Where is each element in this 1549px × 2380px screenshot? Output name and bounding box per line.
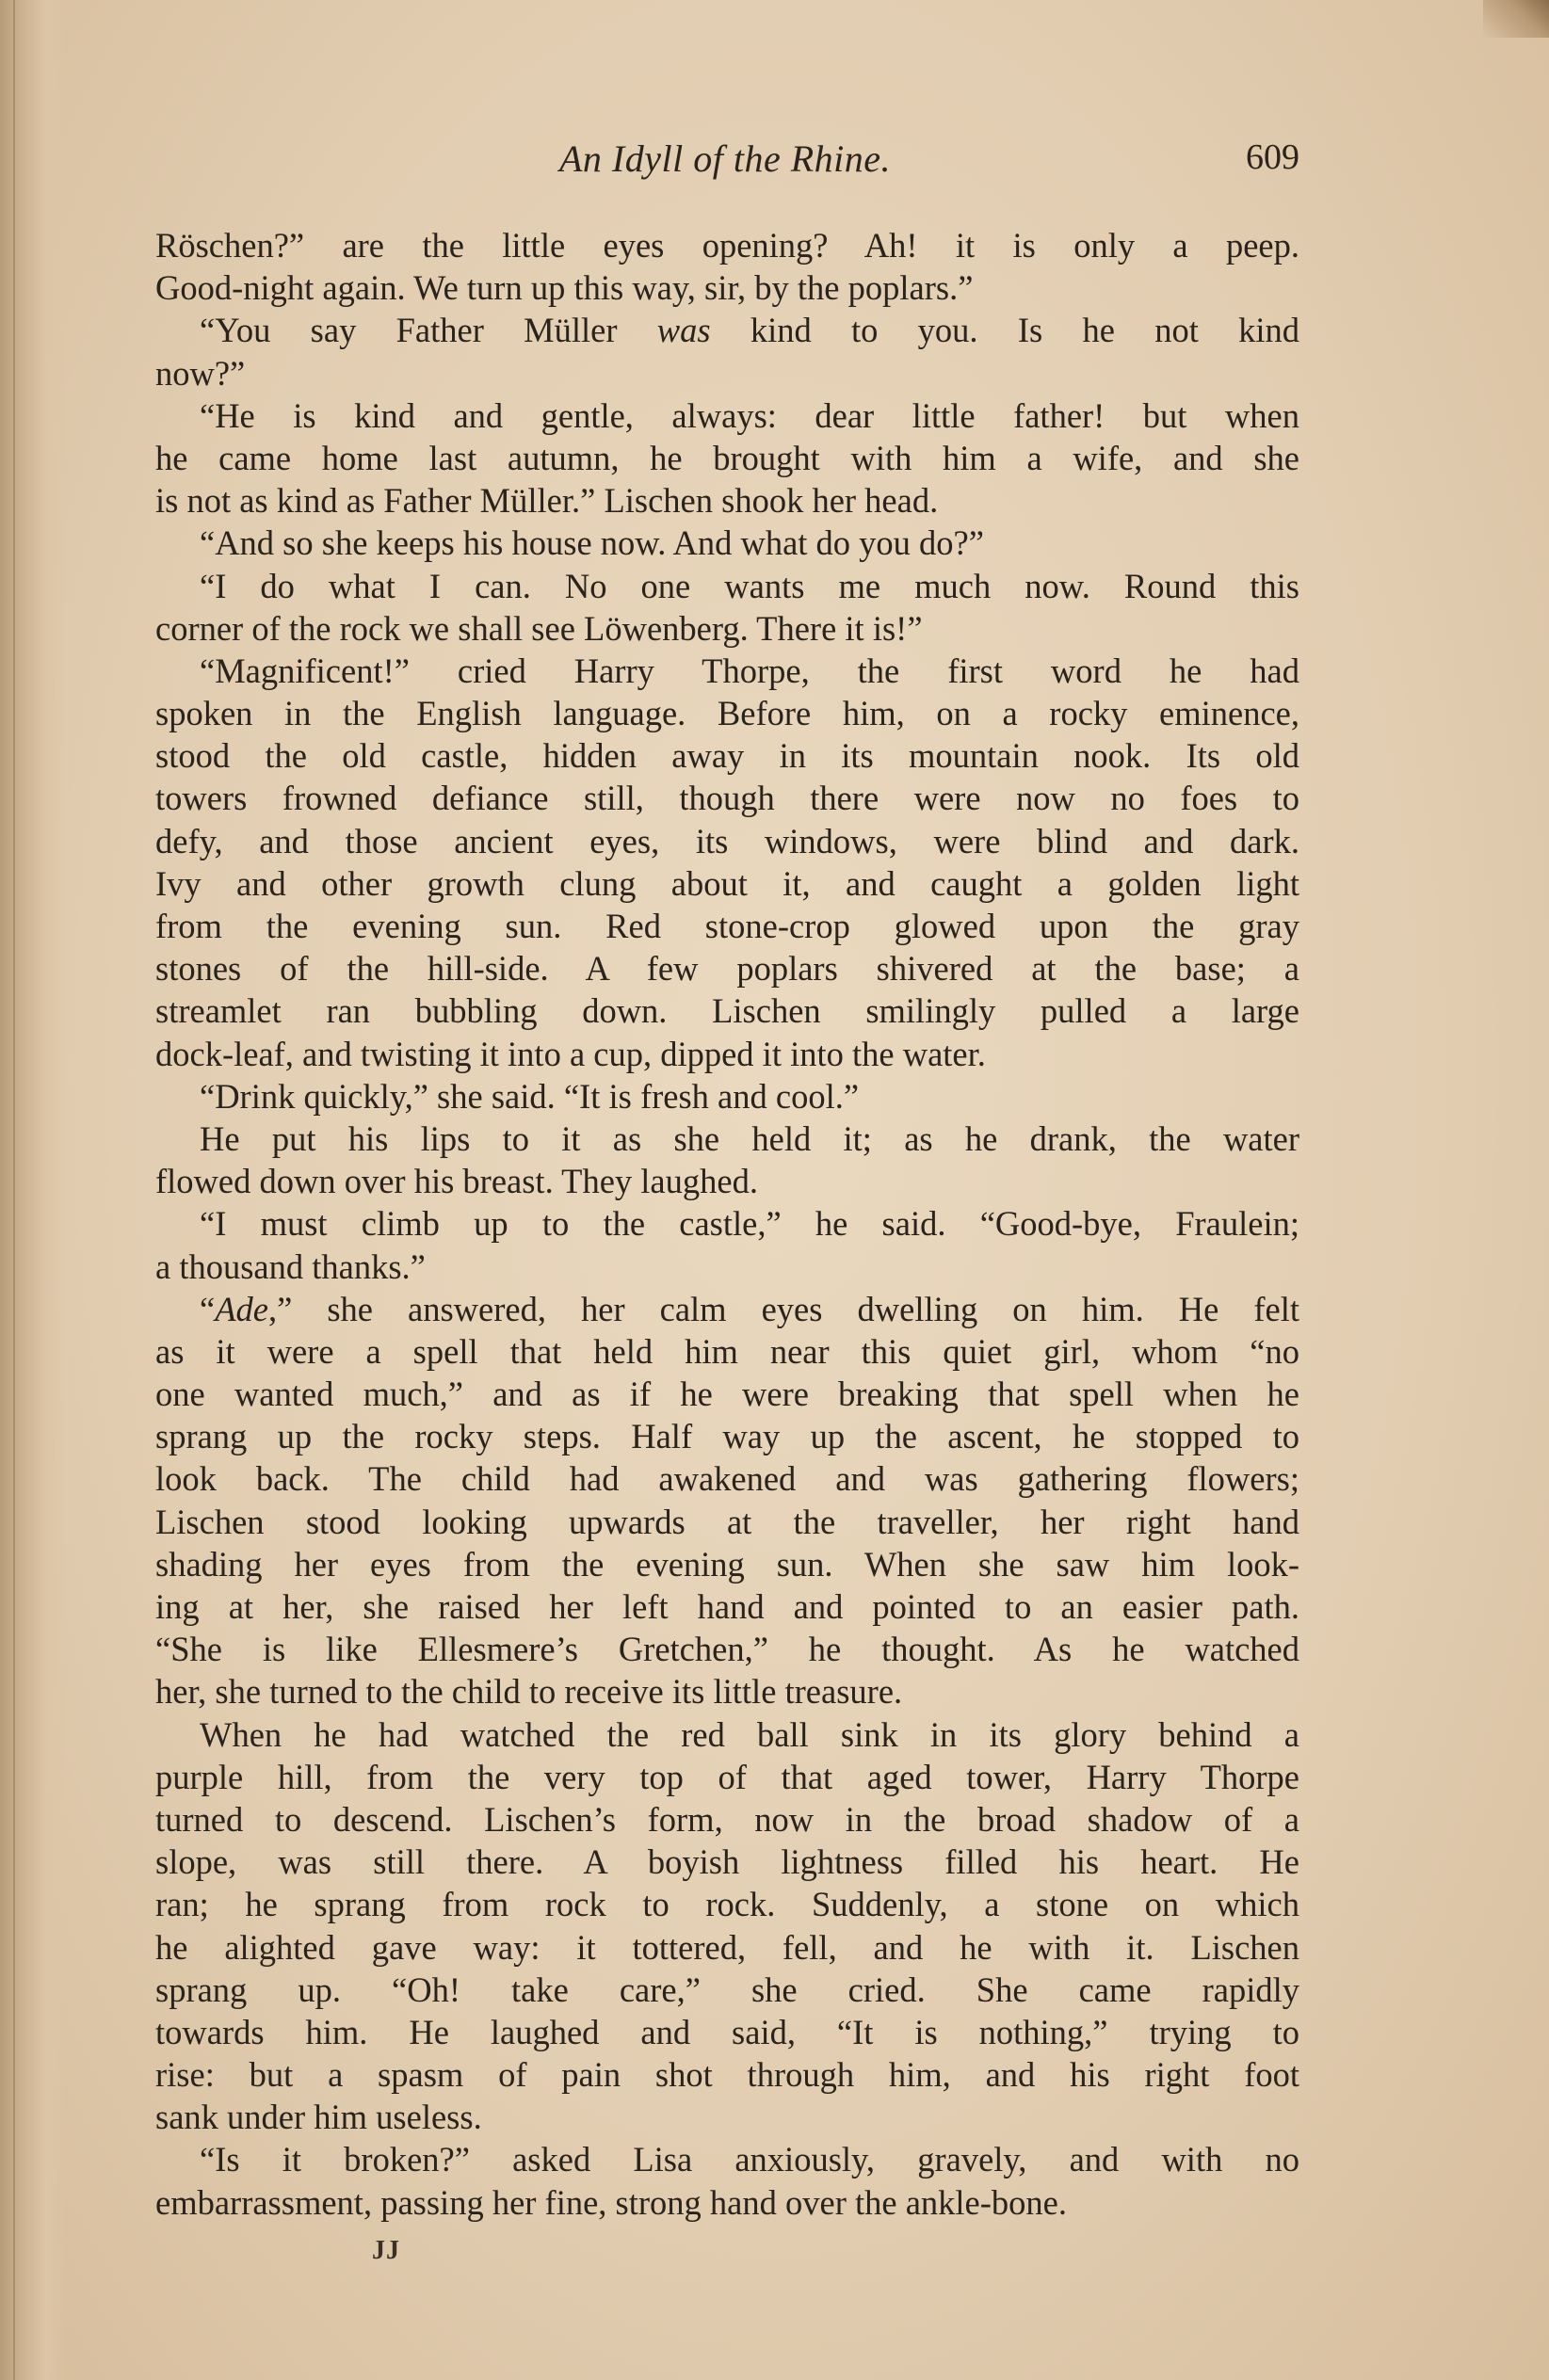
text-line: Lischen stood looking upwards at the traveller, her right hand	[155, 1502, 1299, 1541]
page-number: 609	[1246, 137, 1299, 177]
text-line: from the evening sun. Red stone-crop glowed upon the gray	[155, 907, 1299, 945]
text-line: ran; he sprang from rock to rock. Suddenly, a stone on which	[155, 1885, 1299, 1924]
text-line: “He is kind and gentle, always: dear little father! but when	[200, 395, 1299, 435]
text-line: flowed down over his breast. They laughed.	[155, 1162, 758, 1201]
text-line: Röschen?” are the little eyes opening? Ah! it is only a peep.	[155, 226, 1299, 265]
text-line: “Is it broken?” asked Lisa anxiously, gravely, and with no	[200, 2140, 1299, 2179]
text-line: He put his lips to it as she held it; as he drank, the water	[200, 1118, 1299, 1158]
text-line: “You say Father Müller was kind to you. Is he not kind	[200, 311, 1300, 350]
text-line: “She is like Ellesmere’s Gretchen,” he thought. As he watched	[155, 1630, 1299, 1669]
text-line: purple hill, from the very top of that aged tower, Harry Thorpe	[155, 1757, 1299, 1796]
text-line: now?”	[155, 353, 246, 393]
text-line: dock-leaf, and twisting it into a cup, dipped it into the water.	[155, 1034, 986, 1073]
text-line: one wanted much,” and as if he were breaking that spell when he	[155, 1375, 1299, 1414]
text-line: towers frowned defiance still, though there were now no foes to	[155, 779, 1299, 818]
text-line: slope, was still there. A boyish lightness filled his heart. He	[155, 1842, 1299, 1882]
text-line: Ivy and other growth clung about it, and caught a golden light	[155, 863, 1299, 903]
text-line: streamlet ran bubbling down. Lischen smilingly pulled a large	[155, 991, 1299, 1031]
text-line: “I must climb up to the castle,” he said. “Good-bye, Fraulein;	[200, 1204, 1299, 1244]
text-line: defy, and those ancient eyes, its windows, were blind and dark.	[155, 821, 1299, 860]
page-binding-shadow	[0, 0, 66, 2380]
text-line: “I do what I can. No one wants me much now. Round this	[200, 566, 1299, 605]
text-line: he came home last autumn, he brought with him a wife, and she	[155, 438, 1299, 477]
text-line: shading her eyes from the evening sun. When she saw him look-	[155, 1544, 1299, 1584]
text-line: embarrassment, passing her fine, strong hand over the ankle-bone.	[155, 2182, 1067, 2222]
text-line: a thousand thanks.”	[155, 1246, 426, 1286]
text-line: corner of the rock we shall see Löwenberg. There it is!”	[155, 608, 923, 648]
page-corner-wear	[1483, 0, 1549, 38]
text-line: sank under him useless.	[155, 2098, 482, 2137]
binding-edge	[13, 0, 15, 2380]
text-line: he alighted gave way: it tottered, fell, and he with it. Lischen	[155, 1927, 1299, 1967]
running-header	[151, 137, 1299, 184]
text-line: turned to descend. Lischen’s form, now in the broad shadow of a	[155, 1799, 1299, 1839]
text-line: ing at her, she raised her left hand and pointed to an easier path.	[155, 1587, 1299, 1626]
text-line: rise: but a spasm of pain shot through him, and his right foot	[155, 2055, 1299, 2095]
text-line: as it were a spell that held him near this quiet girl, whom “no	[155, 1331, 1299, 1371]
text-line: spoken in the English language. Before him, on a rocky eminence,	[155, 694, 1299, 733]
text-line: When he had watched the red ball sink in its glory behind a	[200, 1714, 1299, 1754]
running-title: An Idyll of the Rhine.	[558, 137, 891, 180]
printer-signature-mark: JJ	[372, 2236, 400, 2265]
text-line: sprang up. “Oh! take care,” she cried. She came rapidly	[155, 1970, 1299, 2009]
text-line: sprang up the rocky steps. Half way up the ascent, he stopped to	[155, 1417, 1299, 1456]
text-line: look back. The child had awakened and was gathering flowers;	[155, 1459, 1299, 1499]
text-line: “Drink quickly,” she said. “It is fresh and cool.”	[200, 1076, 860, 1116]
text-line: stones of the hill-side. A few poplars shivered at the base; a	[155, 949, 1299, 989]
text-line: “And so she keeps his house now. And what do you do?”	[200, 523, 984, 563]
text-line: Good-night again. We turn up this way, sir, by the poplars.”	[155, 268, 974, 308]
text-line: “Ade,” she answered, her calm eyes dwelling on him. He felt	[200, 1289, 1299, 1328]
text-line: stood the old castle, hidden away in its mountain nook. Its old	[155, 736, 1299, 776]
text-line: “Magnificent!” cried Harry Thorpe, the first word he had	[200, 651, 1299, 690]
body-text	[155, 224, 1299, 2224]
text-line: towards him. He laughed and said, “It is nothing,” trying to	[155, 2012, 1299, 2051]
text-line: is not as kind as Father Müller.” Lischen shook her head.	[155, 481, 939, 521]
text-line: her, she turned to the child to receive its little treasure.	[155, 1672, 903, 1712]
